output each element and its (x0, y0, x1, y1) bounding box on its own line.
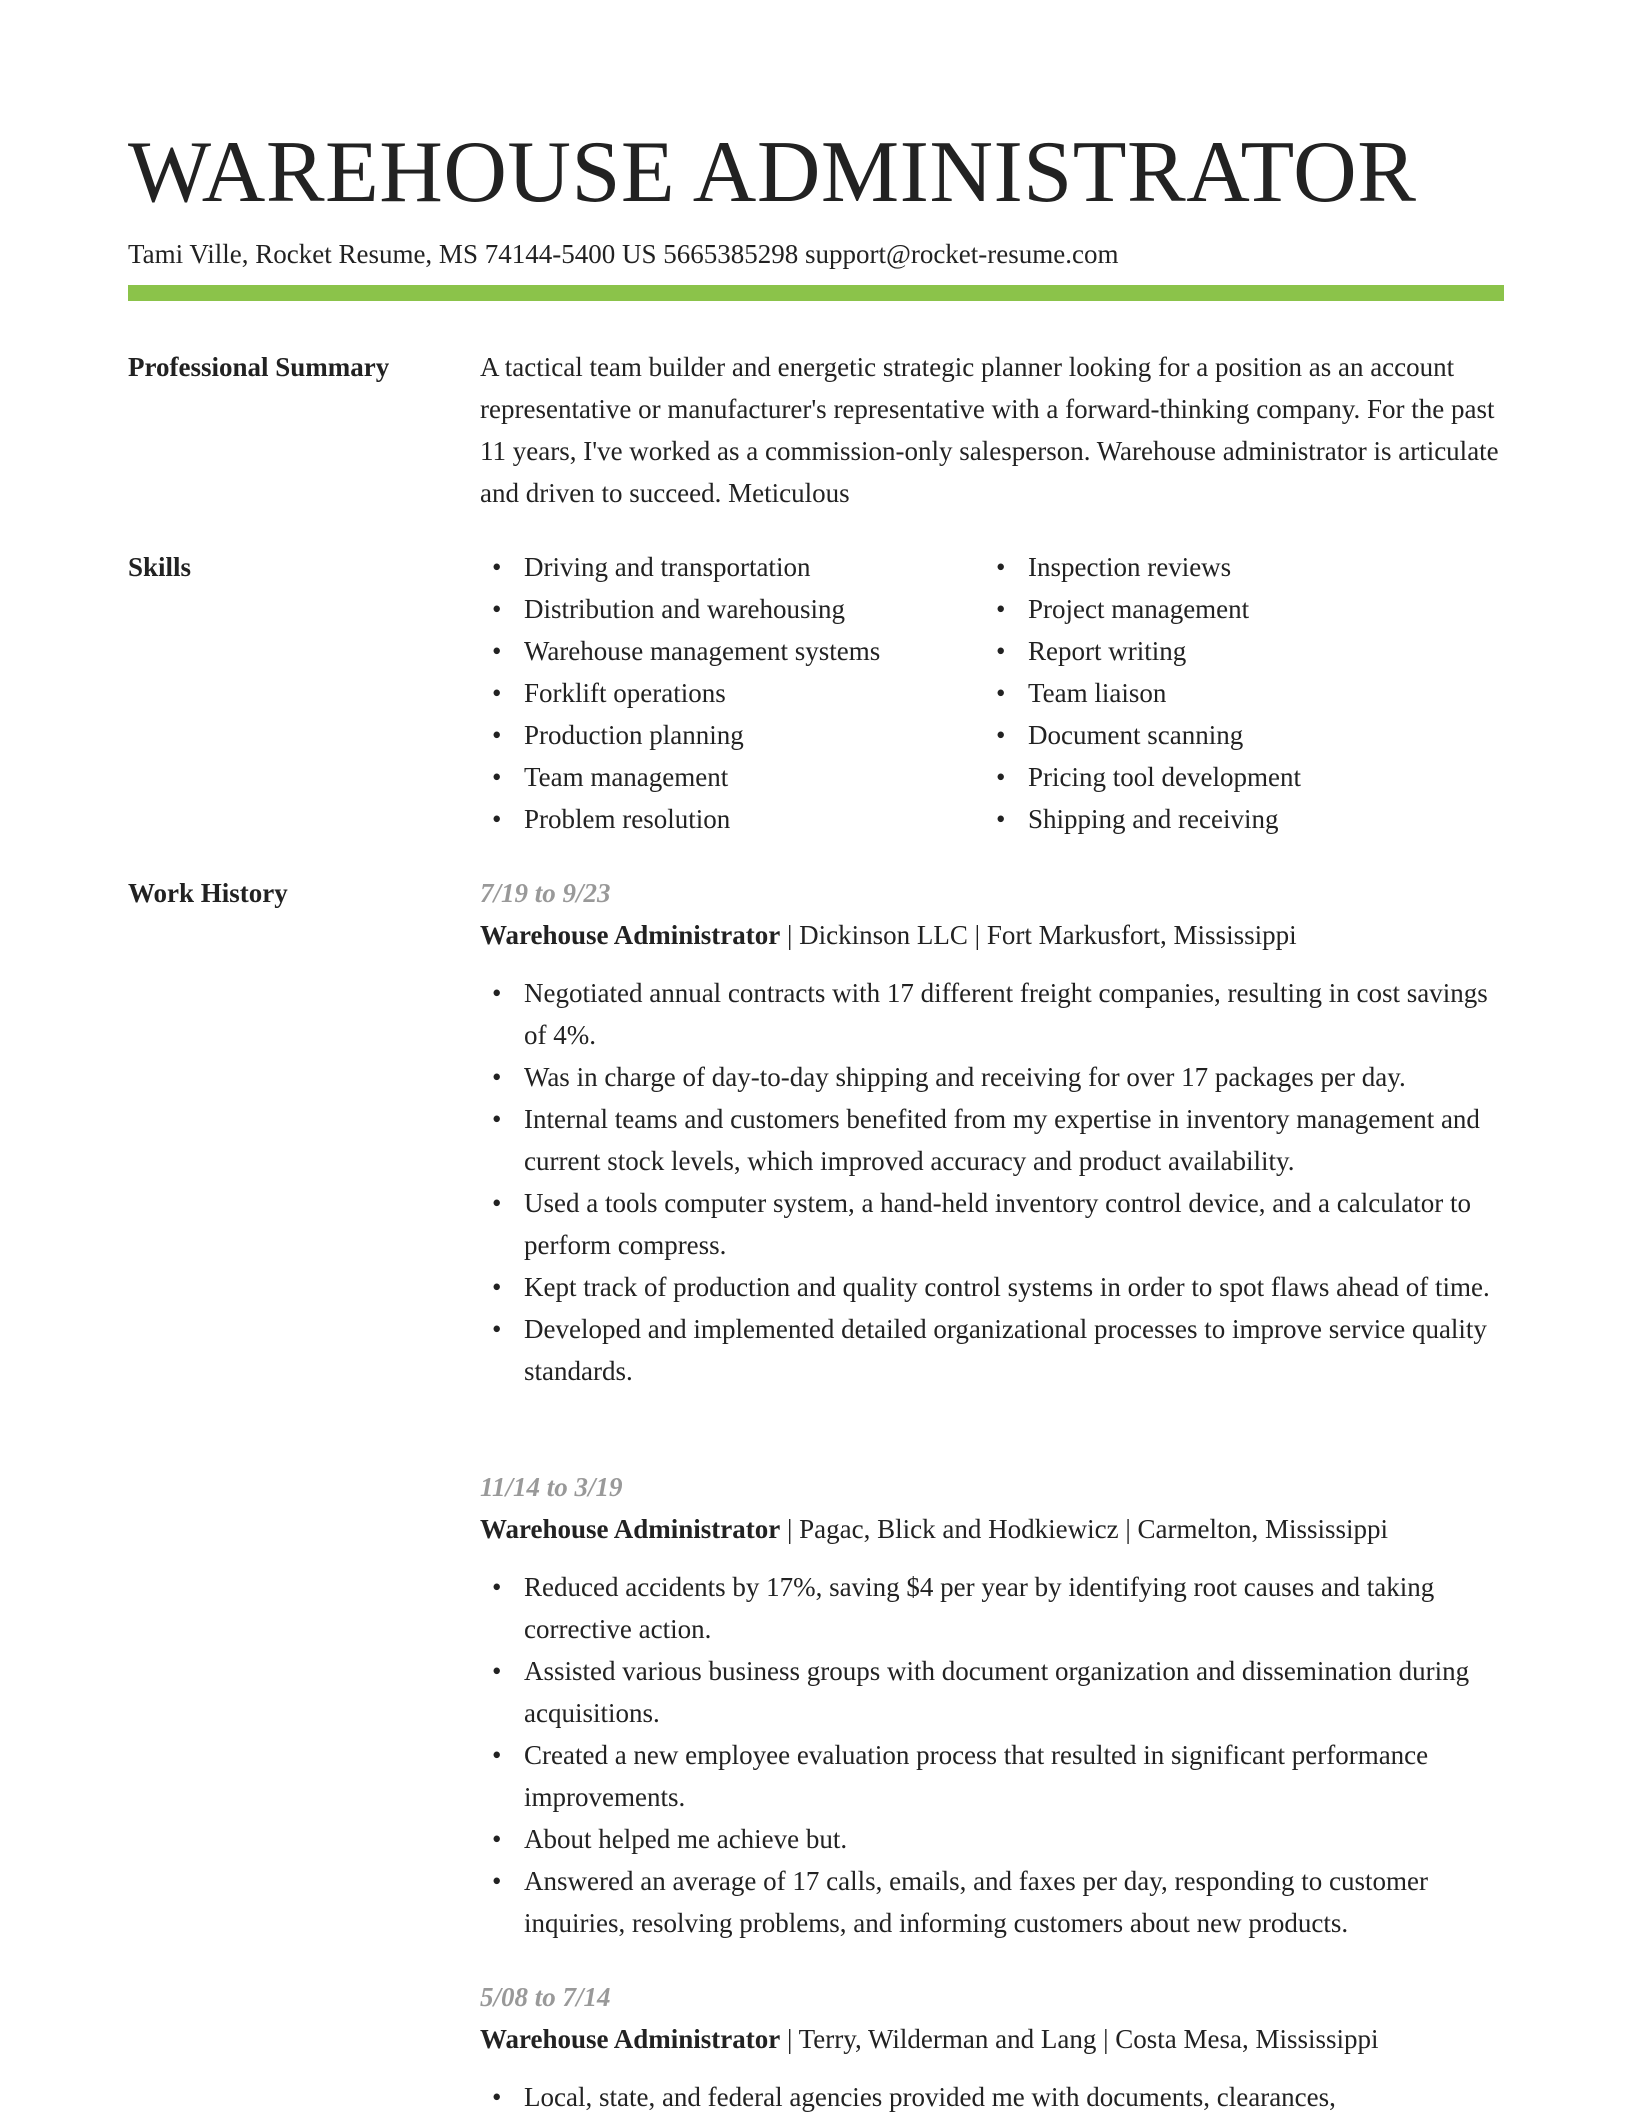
job-bullets (480, 1566, 1504, 1944)
job-bullet: • Developed and implemented detailed organizational processes to improve service quality standards. (480, 1308, 1504, 1392)
job-entry (480, 1466, 1504, 1944)
skill-item: • Project management (984, 588, 1484, 630)
job-bullet: • Reduced accidents by 17%, saving $4 per year by identifying root causes and taking corrective action. (480, 1566, 1504, 1650)
work-history-label: Work History (128, 878, 288, 908)
job-bullet: • About helped me achieve but. (480, 1818, 1504, 1860)
skill-item: • Distribution and warehousing (480, 588, 980, 630)
skill-item: • Inspection reviews (984, 546, 1484, 588)
summary-content (480, 346, 1504, 514)
header-divider (128, 285, 1504, 301)
job-date: 7/19 to 9/23 (480, 878, 611, 908)
job-bullet: • Assisted various business groups with document organization and dissemination during acquisitions. (480, 1650, 1504, 1734)
job-title-line (480, 2018, 1504, 2060)
skills-section (128, 546, 1504, 846)
contact-line: Tami Ville, Rocket Resume, MS 74144-5400 US 5665385298 support@rocket-resume.com (128, 239, 1119, 269)
skills-list-right (984, 546, 1484, 840)
job-title-line (480, 914, 1504, 956)
skill-item: • Team management (480, 756, 980, 798)
skill-item: • Driving and transportation (480, 546, 980, 588)
skill-item: • Pricing tool development (984, 756, 1484, 798)
skills-content (480, 546, 1504, 846)
job-role: Warehouse Administrator (480, 2024, 781, 2054)
job-bullet: • Used a tools computer system, a hand-held inventory control device, and a calculator to perform compress. (480, 1182, 1504, 1266)
job-role: Warehouse Administrator (480, 920, 781, 950)
skill-item: • Production planning (480, 714, 980, 756)
skill-item: • Document scanning (984, 714, 1484, 756)
resume-title: WAREHOUSE ADMINISTRATOR (128, 124, 1417, 221)
job-bullet: • Negotiated annual contracts with 17 different freight companies, resulting in cost savings of 4%. (480, 972, 1504, 1056)
job-bullet: • Local, state, and federal agencies provided me with documents, clearances, (480, 2076, 1504, 2118)
job-employer-location: | Terry, Wilderman and Lang | Costa Mesa, Mississippi (780, 2024, 1379, 2054)
summary-text: A tactical team builder and energetic strategic planner looking for a position as an account representative or manufacturer's representative with a forward-thinking company. For the past 11 years, I've worked as a commission-only salesperson. Warehouse administrator is articulate and driven to succeed. Meticulous (480, 352, 1499, 508)
skills-list-left (480, 546, 980, 840)
job-bullets (480, 972, 1504, 1392)
skill-item: • Team liaison (984, 672, 1484, 714)
job-entry (480, 1976, 1504, 2118)
summary-label: Professional Summary (128, 352, 390, 382)
job-bullet: • Answered an average of 17 calls, emails, and faxes per day, responding to customer inquiries, resolving problems, and informing customers about new products. (480, 1860, 1504, 1944)
job-bullet: • Was in charge of day-to-day shipping and receiving for over 17 packages per day. (480, 1056, 1504, 1098)
job-bullet: • Kept track of production and quality control systems in order to spot flaws ahead of time. (480, 1266, 1504, 1308)
work-history-content (480, 872, 1504, 2112)
job-date: 5/08 to 7/14 (480, 1982, 611, 2012)
job-role: Warehouse Administrator (480, 1514, 781, 1544)
job-date: 11/14 to 3/19 (480, 1472, 623, 1502)
skill-item: • Shipping and receiving (984, 798, 1484, 840)
work-history-section (128, 872, 1504, 2112)
skill-item: • Report writing (984, 630, 1484, 672)
skill-item: • Forklift operations (480, 672, 980, 714)
job-bullet: • Created a new employee evaluation process that resulted in significant performance improvements. (480, 1734, 1504, 1818)
job-employer-location: | Pagac, Blick and Hodkiewicz | Carmelton, Mississippi (780, 1514, 1388, 1544)
resume-header (128, 118, 1504, 272)
skill-item: • Warehouse management systems (480, 630, 980, 672)
job-entry (480, 872, 1504, 1392)
skills-label: Skills (128, 552, 192, 582)
job-bullet: • Internal teams and customers benefited from my expertise in inventory management and current stock levels, which improved accuracy and product availability. (480, 1098, 1504, 1182)
summary-section (128, 346, 1504, 516)
skill-item: • Problem resolution (480, 798, 980, 840)
job-employer-location: | Dickinson LLC | Fort Markusfort, Mississippi (780, 920, 1297, 950)
job-title-line (480, 1508, 1504, 1550)
